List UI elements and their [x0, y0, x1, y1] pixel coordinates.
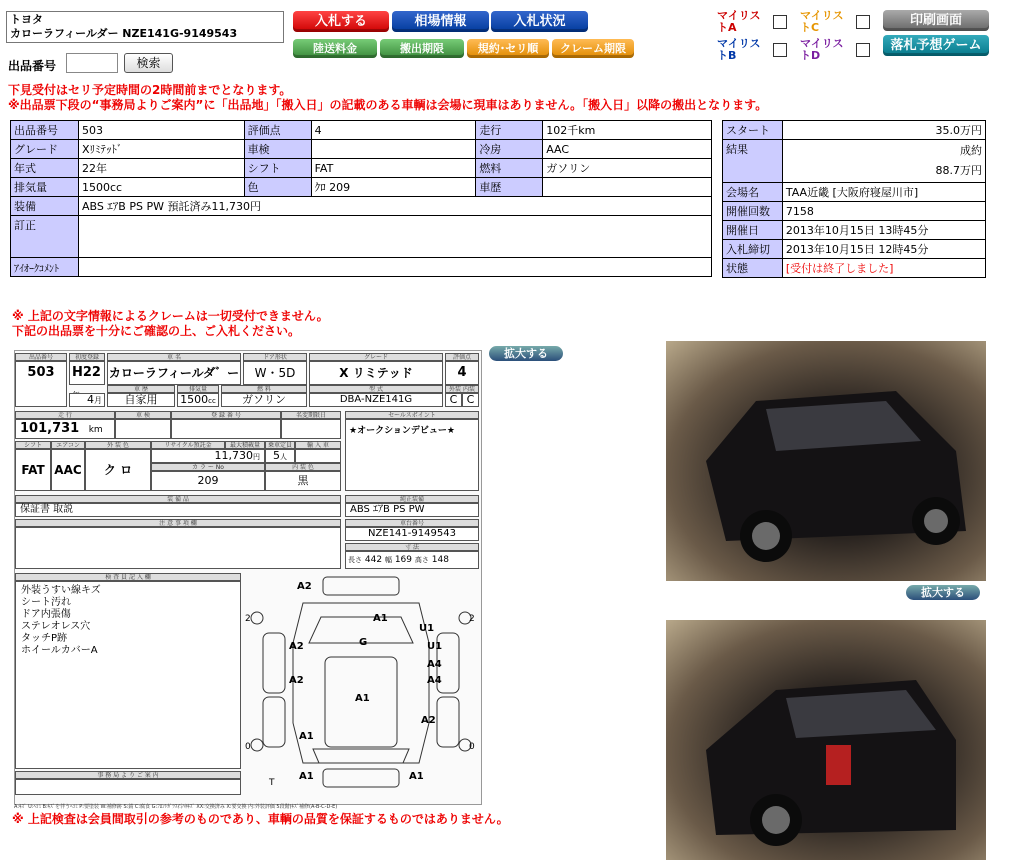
sheet-hdr-grade: グレード — [309, 353, 443, 361]
start-label: スタート — [723, 121, 783, 140]
lot-no-value: 503 — [78, 121, 244, 140]
sheet-hdr-interior: 内 装 色 — [265, 463, 341, 471]
eye-comment-value — [78, 258, 711, 277]
sheet-hdr-car-name: 車 名 — [107, 353, 241, 361]
sheet-recycle-unit: 円 — [253, 453, 260, 461]
vehicle-info-table — [10, 120, 712, 277]
lot-number-input[interactable] — [66, 53, 118, 73]
session-value: 7158 — [782, 202, 985, 221]
sheet-ext-grade: C — [445, 393, 462, 407]
mylist-c-checkbox[interactable] — [856, 15, 870, 29]
rules-button[interactable]: 規約･セリ順 — [467, 39, 549, 58]
mylist-a-checkbox[interactable] — [773, 15, 787, 29]
sheet-hdr-usage: 車 歴 — [107, 385, 175, 393]
diagram-label: A2 — [297, 581, 312, 592]
inspection-value — [311, 140, 476, 159]
sheet-inspection-cell — [115, 419, 171, 439]
sheet-hdr-shift: シフト — [15, 441, 51, 449]
sheet-hdr-mileage: 走 行 — [15, 411, 115, 419]
sheet-office-cell — [15, 779, 241, 795]
sheet-hdr-reg-no: 登 録 番 号 — [171, 411, 281, 419]
auction-result-table — [722, 120, 986, 278]
equipment-label: 装備 — [11, 197, 79, 216]
sheet-color-no: 209 — [151, 471, 265, 491]
sheet-km-unit: km — [88, 425, 103, 435]
sheet-score: 4 — [445, 361, 479, 385]
status-label: 状態 — [723, 259, 783, 278]
equipment-value: ABS ｴｱB PS PW 預託済み11,730円 — [78, 197, 711, 216]
diagram-rear-window — [313, 749, 409, 763]
diagram-bracket: T — [269, 778, 275, 788]
sheet-mileage-cell — [15, 419, 115, 439]
inspector-note: 外装うすい線キズ — [21, 585, 101, 596]
car-photo-rear[interactable] — [666, 620, 986, 860]
car-front-icon — [666, 341, 986, 581]
grade-label: グレード — [11, 140, 79, 159]
sheet-hdr-first-reg: 初度登録 — [69, 353, 105, 361]
start-value: 35.0万円 — [782, 121, 985, 140]
sheet-equipment: ABS ｴｱB PS PW — [345, 503, 479, 517]
sheet-hdr-dims: 寸 法 — [345, 543, 479, 551]
sheet-lot-cell — [15, 361, 67, 407]
vehicle-title-box — [6, 11, 284, 43]
fuel-label: 燃料 — [476, 159, 543, 178]
date-value: 2013年10月15日 13時45分 — [782, 221, 985, 240]
inspector-note: ドア内張傷 — [21, 609, 71, 620]
diagram-left-door — [263, 633, 285, 693]
sheet-dims-cell — [345, 551, 479, 569]
diagram-label: A2 — [421, 715, 436, 726]
diagram-bracket: 0 — [469, 742, 475, 752]
ac-label: 冷房 — [476, 140, 543, 159]
sheet-model-code: DBA-NZE141G — [309, 393, 443, 407]
bid-prediction-game-button[interactable]: 落札予想ゲーム — [883, 35, 989, 56]
diagram-wheel-rl — [251, 739, 263, 751]
sheet-length-label: 長さ — [348, 556, 362, 564]
color-label: 色 — [244, 178, 311, 197]
diagram-label: A4 — [427, 675, 442, 686]
score-value: 4 — [311, 121, 476, 140]
fuel-value: ガソリン — [543, 159, 712, 178]
inspector-note: シート汚れ — [21, 597, 71, 608]
sheet-capacity-unit: 人 — [280, 453, 287, 461]
deadline-value: 2013年10月15日 12時45分 — [782, 240, 985, 259]
eye-comment-label: ｱｲｵｰｸｺﾒﾝﾄ — [11, 258, 79, 277]
car-rear-icon — [666, 620, 986, 860]
search-button[interactable]: 検索 — [124, 53, 173, 73]
mylist-d-checkbox[interactable] — [856, 43, 870, 57]
mylist-c-label: マイリストC — [800, 9, 844, 34]
sheet-hdr-model: 型 式 — [309, 385, 443, 393]
diagram-bracket: 0 — [245, 742, 251, 752]
sheet-month-unit: 月 — [94, 396, 102, 405]
grade-value: Xﾘﾐﾃｯﾄﾞ — [78, 140, 244, 159]
mileage-label: 走行 — [476, 121, 543, 140]
mylist-b-label: マイリストB — [717, 37, 761, 62]
sheet-name-change-cell — [281, 419, 341, 439]
sheet-width-label: 幅 — [384, 556, 392, 564]
sheet-height: 148 — [431, 555, 449, 565]
sheet-hdr-ext-int: 外装 内装 — [445, 385, 479, 393]
result-label: 結果 — [723, 140, 783, 183]
diagram-label: A4 — [427, 659, 442, 670]
sheet-era-cell — [69, 361, 105, 385]
sheet-capacity: 5 — [273, 449, 280, 462]
sheet-reg-no-cell — [171, 419, 281, 439]
deadline-label: 入札締切 — [723, 240, 783, 259]
sheet-hdr-chassis: 車台番号 — [345, 519, 479, 527]
mylist-b-checkbox[interactable] — [773, 43, 787, 57]
sheet-shift: FAT — [15, 449, 51, 491]
sheet-import-cell — [295, 449, 341, 463]
sheet-width: 169 — [394, 555, 412, 565]
sheet-recycle-cell — [151, 449, 265, 463]
sheet-lot: 503 — [27, 365, 55, 380]
result-price: 88.7万円 — [935, 164, 982, 177]
diagram-bracket: 2 — [469, 614, 475, 624]
result-status: 成約 — [960, 144, 982, 157]
transport-fee-button[interactable]: 陸送料金 — [293, 39, 377, 58]
session-label: 開催回数 — [723, 202, 783, 221]
lot-number-label: 出品番号 — [8, 59, 57, 73]
sheet-car-name: カローラフィールダ゛ー — [107, 361, 241, 385]
diagram-wheel-fl — [251, 612, 263, 624]
model-name: カローラフィールダー NZE141G-9149543 — [10, 27, 238, 40]
year-label: 年式 — [11, 159, 79, 178]
sheet-hdr-spare: 純正装備 — [345, 495, 479, 503]
sheet-mileage: 101,731 — [20, 421, 80, 436]
enlarge-sheet-button[interactable]: 拡大する — [489, 346, 563, 361]
history-label: 車歴 — [476, 178, 543, 197]
sheet-height-label: 高さ — [414, 556, 429, 564]
mylist-d-label: マイリストD — [800, 37, 844, 62]
sheet-cc-cell — [177, 393, 219, 407]
sheet-hdr-lot: 出品番号 — [15, 353, 67, 361]
sheet-fuel: ガソリン — [221, 393, 307, 407]
correction-label: 訂正 — [11, 216, 79, 258]
sheet-grade: X リミテッド — [309, 361, 443, 385]
diagram-label: A1 — [299, 731, 314, 742]
sheet-hdr-recycle: リサイクル預託金 — [151, 441, 225, 449]
sheet-legend: A:ｷｽﾞ U:ﾍｺﾐ B:ｷｽﾞを伴うﾍｺﾐ P:要塗装 W:補修跡 S:錆 C:腐食 G:ﾌﾛﾝﾄｶﾞﾗｽ石ﾊﾈｷｽﾞ XX:交換済み X:要交換 内:外装評価 5段階(ｷｽﾞ補修(A-B-C-D-E) — [14, 804, 338, 810]
claim-deadline-button[interactable]: クレーム期限 — [552, 39, 634, 58]
car-damage-diagram — [243, 573, 479, 795]
score-label: 評価点 — [244, 121, 311, 140]
sheet-hdr-inspection: 車 検 — [115, 411, 171, 419]
sheet-hdr-sales-point: セールスポイント — [345, 411, 479, 419]
notice-preview: 下見受付はセリ予定時間の2時間前までとなります。 — [8, 83, 292, 97]
sheet-month-cell — [69, 393, 105, 407]
sheet-hdr-office: 事 務 局 よ り ご 案 内 — [15, 771, 241, 779]
history-value — [543, 178, 712, 197]
sheet-interior: 黒 — [265, 471, 341, 491]
shift-label: シフト — [244, 159, 311, 178]
diagram-label: U1 — [427, 641, 443, 652]
auction-sheet — [14, 350, 482, 805]
enlarge-photo1-button[interactable]: 拡大する — [906, 585, 980, 600]
displacement-value: 1500cc — [78, 178, 244, 197]
ac-value: AAC — [543, 140, 712, 159]
status-value: [受付は終了しました] — [782, 259, 985, 278]
diagram-label: A2 — [289, 641, 304, 652]
mylist-a-label: マイリストA — [717, 9, 761, 34]
sheet-hdr-ext-color: 外 装 色 — [85, 441, 151, 449]
sheet-hdr-fuel: 燃 料 — [221, 385, 307, 393]
market-info-button[interactable]: 相場情報 — [392, 11, 489, 32]
diagram-left-rear — [263, 697, 285, 747]
venue-value: TAA近畿 [大阪府寝屋川市] — [782, 183, 985, 202]
sheet-inspector-notes — [15, 581, 241, 769]
notice-location: ※出品票下段の“事務局よりご案内”に「出品地」「搬入日」の記載のある車輌は会場に現車はありません。「搬入日」以降の搬出となります。 — [8, 98, 768, 112]
color-value: ｸﾛ 209 — [311, 178, 476, 197]
notice-disclaimer: ※ 上記検査は会員間取引の参考のものであり、車輌の品質を保証するものではありません。 — [12, 812, 509, 826]
sheet-era: H22 — [72, 365, 101, 380]
sheet-hdr-ac: エアコン — [51, 441, 85, 449]
sheet-notes-cell — [15, 527, 341, 569]
diagram-label: A1 — [355, 693, 370, 704]
diagram-label: G — [359, 637, 368, 648]
sheet-hdr-score: 評価点 — [445, 353, 479, 361]
inspector-note: ステレオレス穴 — [21, 621, 91, 632]
shift-value: FAT — [311, 159, 476, 178]
sheet-hdr-notes: 注 意 事 項 欄 — [15, 519, 341, 527]
mileage-value: 102千km — [543, 121, 712, 140]
diagram-label: A1 — [373, 613, 388, 624]
sheet-recycle: 11,730 — [214, 449, 253, 462]
sheet-hdr-cc: 排気量 — [177, 385, 219, 393]
sheet-hdr-import: 輸 入 車 — [295, 441, 341, 449]
sheet-sales-point: ★オークションデビュー★ — [345, 419, 479, 491]
sheet-hdr-inspector: 検 査 員 記 入 欄 — [15, 573, 241, 581]
bid-button[interactable]: 入札する — [293, 11, 389, 32]
sheet-hdr-name-change: 名変期限日 — [281, 411, 341, 419]
sheet-month: 4 — [87, 393, 94, 406]
diagram-rear-bumper — [323, 769, 399, 787]
sheet-capacity-cell — [265, 449, 295, 463]
diagram-front-bumper — [323, 577, 399, 595]
sheet-hdr-color-no: カ ラ ー No — [151, 463, 265, 471]
print-button[interactable]: 印刷画面 — [883, 10, 989, 31]
lot-no-label: 出品番号 — [11, 121, 79, 140]
venue-label: 会場名 — [723, 183, 783, 202]
displacement-label: 排気量 — [11, 178, 79, 197]
date-label: 開催日 — [723, 221, 783, 240]
inspector-note: タッチP跡 — [21, 633, 68, 644]
sheet-hdr-capacity: 乗車定員 — [265, 441, 295, 449]
sheet-cc-unit: cc — [208, 397, 216, 405]
diagram-label: A1 — [299, 771, 314, 782]
sheet-warranty: 保証書 取説 — [15, 503, 341, 517]
sheet-ac: AAC — [51, 449, 85, 491]
diagram-right-rear — [437, 697, 459, 747]
sheet-chassis: NZE141-9149543 — [345, 527, 479, 541]
carry-out-deadline-button[interactable]: 搬出期限 — [380, 39, 464, 58]
sheet-int-grade: C — [462, 393, 479, 407]
sheet-hdr-door: ドア形状 — [243, 353, 307, 361]
sheet-cc: 1500 — [180, 393, 209, 406]
notice-confirm-sheet: 下記の出品票を十分にご確認の上、ご入札ください。 — [12, 324, 301, 338]
correction-value — [78, 216, 711, 258]
sheet-length: 442 — [364, 555, 383, 565]
diagram-bracket: 2 — [245, 614, 251, 624]
inspection-label: 車検 — [244, 140, 311, 159]
year-value: 22年 — [78, 159, 244, 178]
sheet-hdr-max-load: 最大積載量 — [225, 441, 265, 449]
diagram-label: A1 — [409, 771, 424, 782]
notice-no-claim: ※ 上記の文字情報によるクレームは一切受付できません。 — [12, 309, 329, 323]
sheet-door: W・5D — [243, 361, 307, 385]
maker-name: トヨタ — [10, 13, 43, 26]
sheet-ext-color: ク ロ — [85, 449, 151, 491]
bid-status-button[interactable]: 入札状況 — [491, 11, 588, 32]
inspector-note: ホイールカバーA — [21, 645, 98, 656]
sheet-hdr-extras: 装 備 品 — [15, 495, 341, 503]
sheet-usage: 自家用 — [107, 393, 175, 407]
diagram-label: A2 — [289, 675, 304, 686]
diagram-label: U1 — [419, 623, 435, 634]
car-photo-front[interactable] — [666, 341, 986, 581]
